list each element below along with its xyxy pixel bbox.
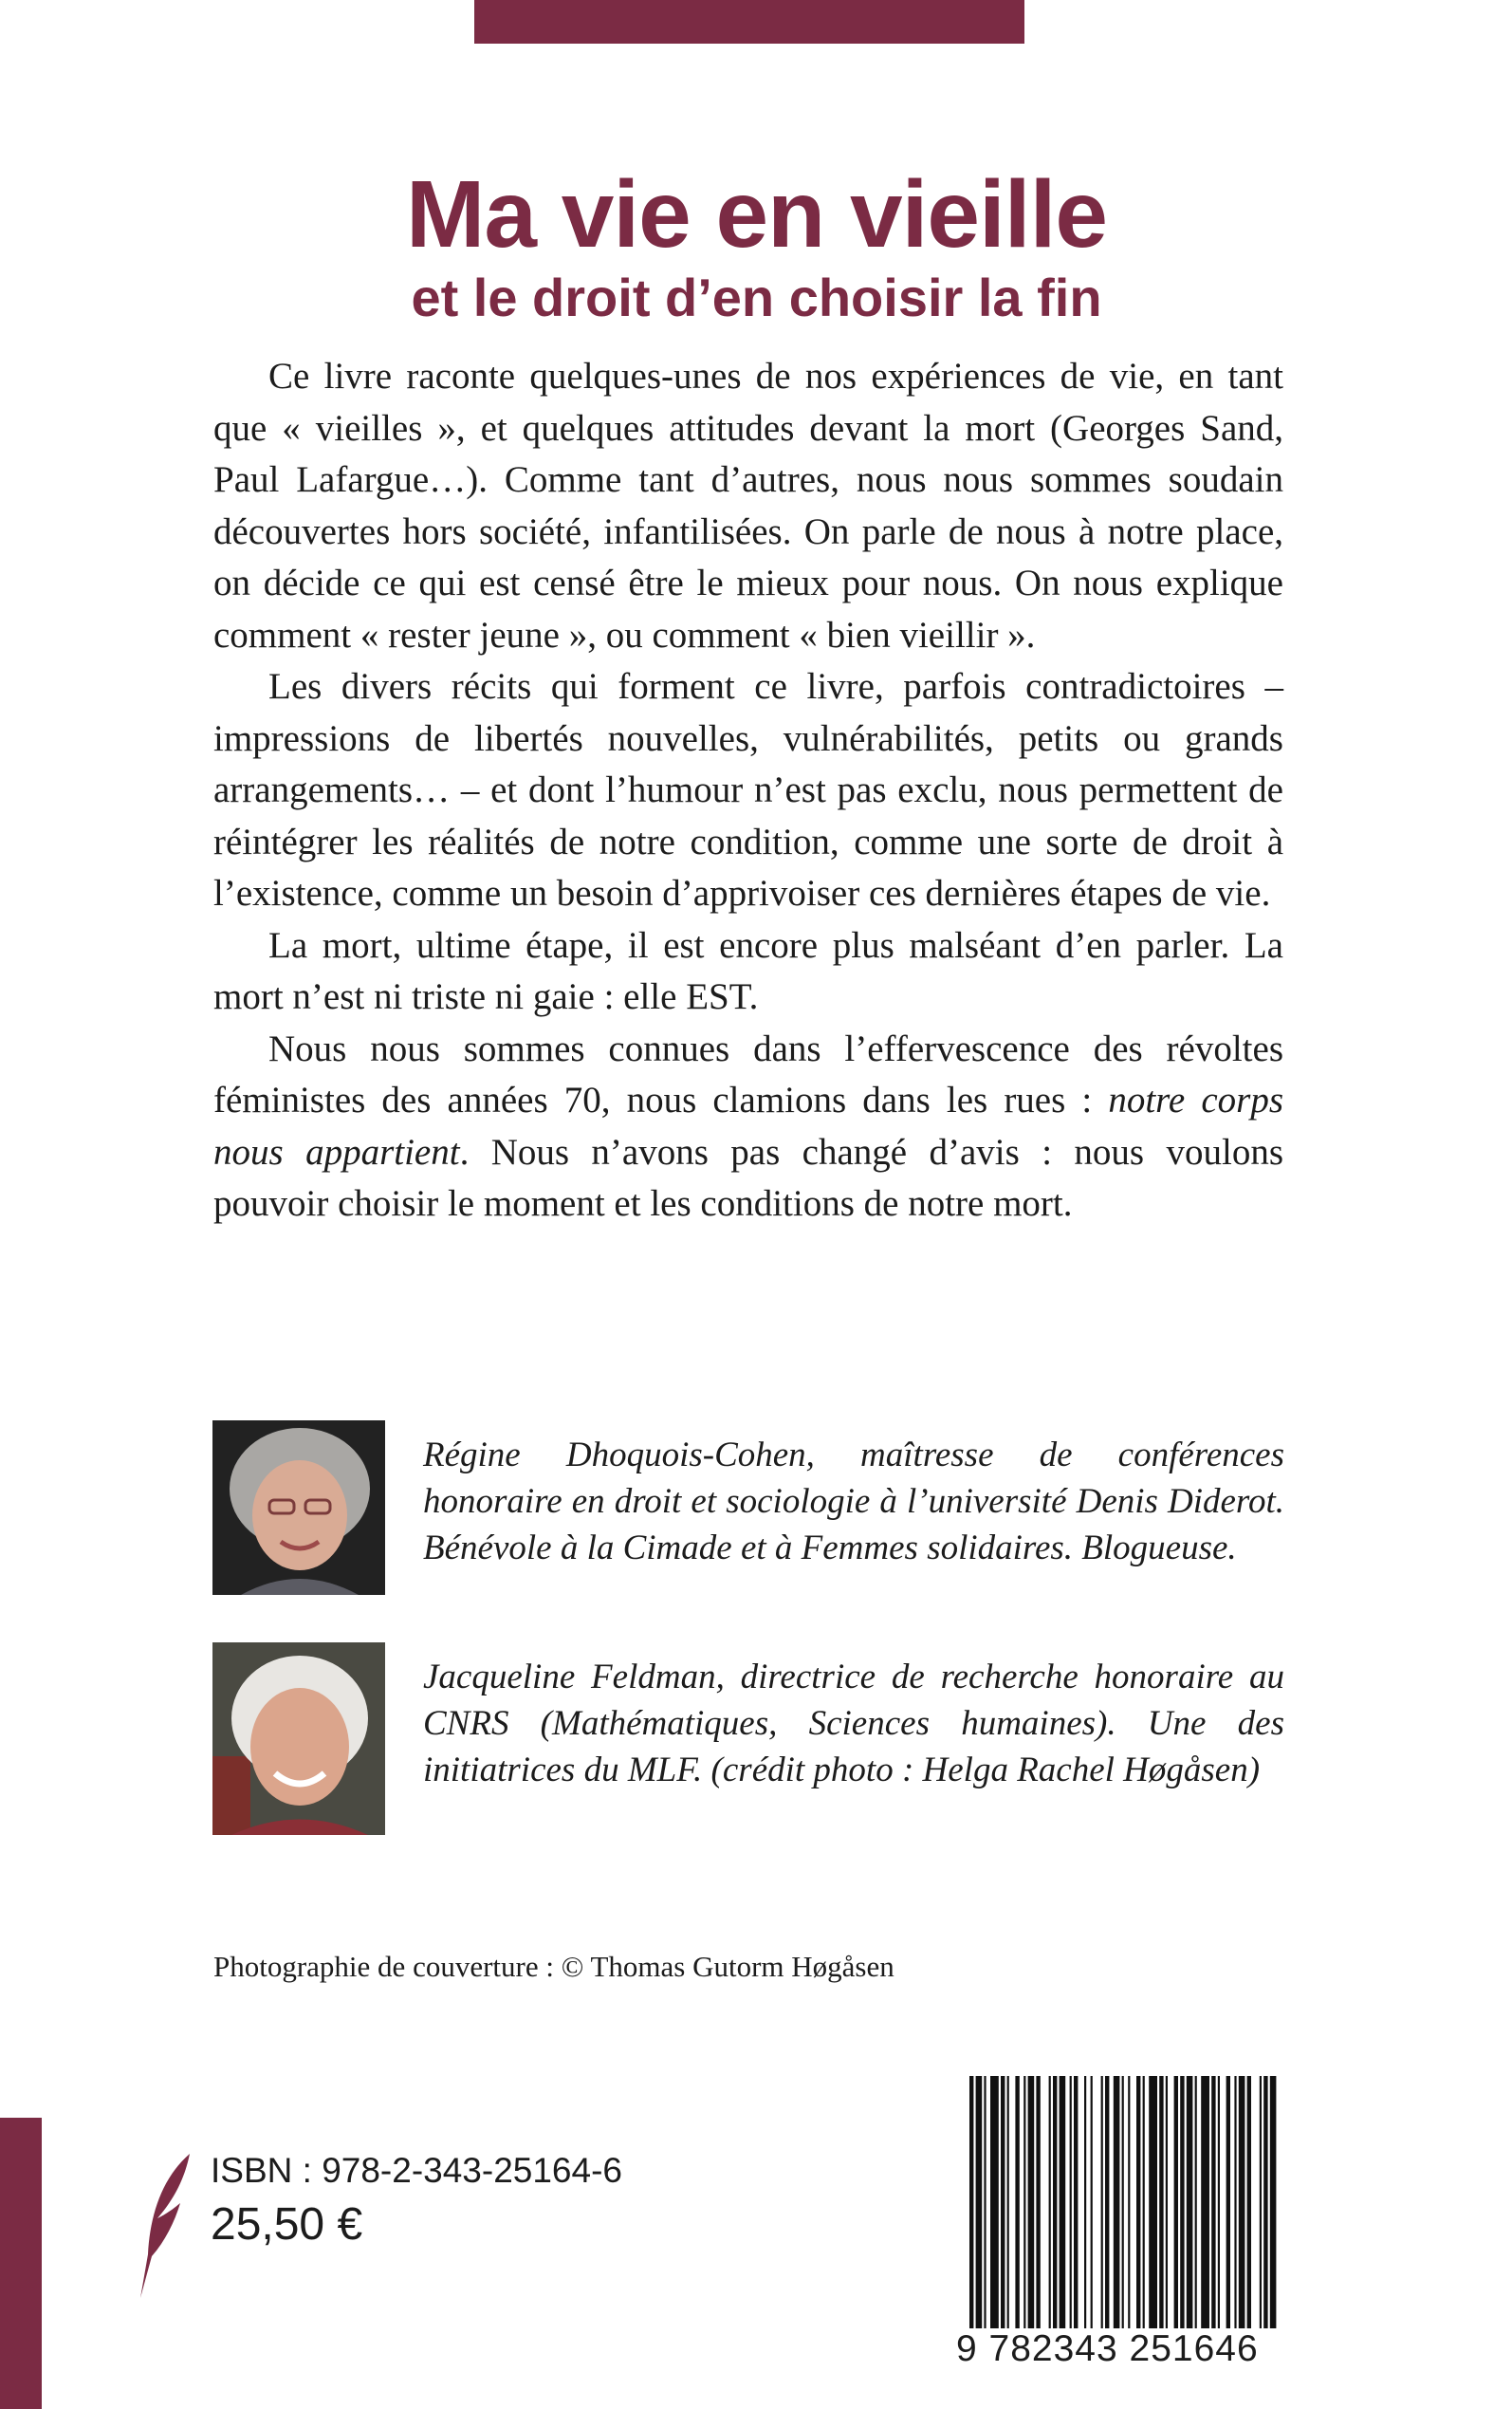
blurb-text: . Nous n’avons pas changé d’avis : nous voulons pouvoir choisir le moment et les conditions de notre mort. xyxy=(213,1131,1283,1224)
blurb-paragraph: Les divers récits qui forment ce livre, parfois contradictoires – impressions de libertés nouvelles, vulnérabilités, petits ou grands arrangements… – et dont l’humour n’est pas exclu, nous permettent de réintégrer les réalités de notre condition, comme une sorte de droit à l’existence, comme un besoin d’apprivoiser ces dernières étapes de vie. xyxy=(213,666,1283,914)
barcode-bar xyxy=(1007,2076,1009,2328)
title-block xyxy=(213,161,1300,328)
barcode-bar xyxy=(1201,2076,1209,2328)
isbn: ISBN : 978-2-343-25164-6 xyxy=(211,2151,622,2190)
barcode-bar xyxy=(1128,2076,1130,2328)
author-photo xyxy=(212,1642,385,1835)
barcode-bar xyxy=(1053,2076,1057,2328)
price-block xyxy=(211,2146,622,2254)
barcode-bar xyxy=(1174,2076,1178,2328)
barcode xyxy=(956,2076,1284,2372)
barcode-bar xyxy=(1060,2076,1066,2328)
blurb-italic-text: notre corps nous appartient xyxy=(213,1080,1283,1173)
barcode-bar xyxy=(1263,2076,1267,2328)
author-bio: Jacqueline Feldman, directrice de recherche honoraire au CNRS (Mathématiques, Sciences humaines). Une des initiatrices du MLF. (crédit photo : Helga Rachel Høgåsen) xyxy=(423,1658,1284,1789)
barcode-bar xyxy=(1091,2076,1093,2328)
barcode-bar xyxy=(1105,2076,1109,2328)
author-block xyxy=(212,1642,1284,1835)
book-title: Ma vie en vieille xyxy=(406,161,1107,268)
blurb xyxy=(213,351,1283,1231)
barcode-bar xyxy=(1234,2076,1236,2328)
author-bio: Régine Dhoquois-Cohen, maîtresse de conférences honoraire en droit et sociologie à l’université Denis Diderot. Bénévole à la Cimade et à Femmes solidaires. Blogueuse. xyxy=(423,1436,1284,1567)
barcode-bar xyxy=(1239,2076,1245,2328)
barcode-bar xyxy=(969,2076,973,2328)
barcode-bar xyxy=(1149,2076,1157,2328)
barcode-bars xyxy=(956,2076,1284,2328)
author-photo xyxy=(212,1420,385,1595)
quill-icon xyxy=(133,2150,199,2307)
cover-photo-credit: Photographie de couverture : © Thomas Gutorm Høgåsen xyxy=(213,1950,894,1983)
barcode-bar xyxy=(1166,2076,1168,2328)
blurb-paragraph xyxy=(213,1024,1283,1231)
price: 25,50 € xyxy=(211,2199,363,2250)
book-subtitle: et le droit d’en choisir la fin xyxy=(411,268,1102,327)
barcode-bar xyxy=(1247,2076,1251,2328)
barcode-bar xyxy=(1023,2076,1025,2328)
barcode-bar xyxy=(1070,2076,1072,2328)
barcode-bar xyxy=(1260,2076,1262,2328)
barcode-bar xyxy=(1270,2076,1277,2328)
barcode-bar xyxy=(1143,2076,1145,2328)
barcode-bar xyxy=(1114,2076,1120,2328)
barcode-bar xyxy=(976,2076,983,2328)
barcode-bar xyxy=(984,2076,986,2328)
barcode-bar xyxy=(1028,2076,1035,2328)
barcode-bar xyxy=(1136,2076,1140,2328)
barcode-bar xyxy=(1226,2076,1230,2328)
barcode-bar xyxy=(1195,2076,1197,2328)
barcode-bar xyxy=(1159,2076,1163,2328)
barcode-bar xyxy=(1218,2076,1220,2328)
side-accent-band xyxy=(0,2118,42,2409)
author-block xyxy=(212,1420,1284,1601)
barcode-bar xyxy=(1180,2076,1184,2328)
barcode-bar xyxy=(1001,2076,1005,2328)
top-accent-band xyxy=(474,0,1024,44)
blurb-text: Nous nous sommes connues dans l’effervescence des révoltes féministes des années 70, nous clamions dans les rues : xyxy=(213,1028,1283,1121)
barcode-bar xyxy=(1084,2076,1086,2328)
barcode-bar xyxy=(1122,2076,1124,2328)
barcode-bar xyxy=(1211,2076,1215,2328)
barcode-bar xyxy=(1036,2076,1040,2328)
barcode-bar xyxy=(1049,2076,1051,2328)
blurb-paragraph: Ce livre raconte quelques-unes de nos expériences de vie, en tant que « vieilles », et quelques attitudes devant la mort (Georges Sand, Paul Lafargue…). Comme tant d’autres, nous nous sommes soudain découvertes hors société, infantilisées. On parle de nous à notre place, on décide ce qui est censé être le mieux pour nous. On nous explique comment « rester jeune », ou comment « bien vieillir ». xyxy=(213,356,1283,656)
blurb-paragraph: La mort, ultime étape, il est encore plus malséant d’en parler. La mort n’est ni triste ni gaie : elle EST. xyxy=(213,924,1283,1017)
barcode-bar xyxy=(1015,2076,1019,2328)
barcode-bar xyxy=(990,2076,999,2328)
barcode-bar xyxy=(1101,2076,1103,2328)
barcode-bar xyxy=(1074,2076,1078,2328)
barcode-digits: 9 782343 251646 xyxy=(956,2328,1259,2369)
barcode-bar xyxy=(1187,2076,1193,2328)
